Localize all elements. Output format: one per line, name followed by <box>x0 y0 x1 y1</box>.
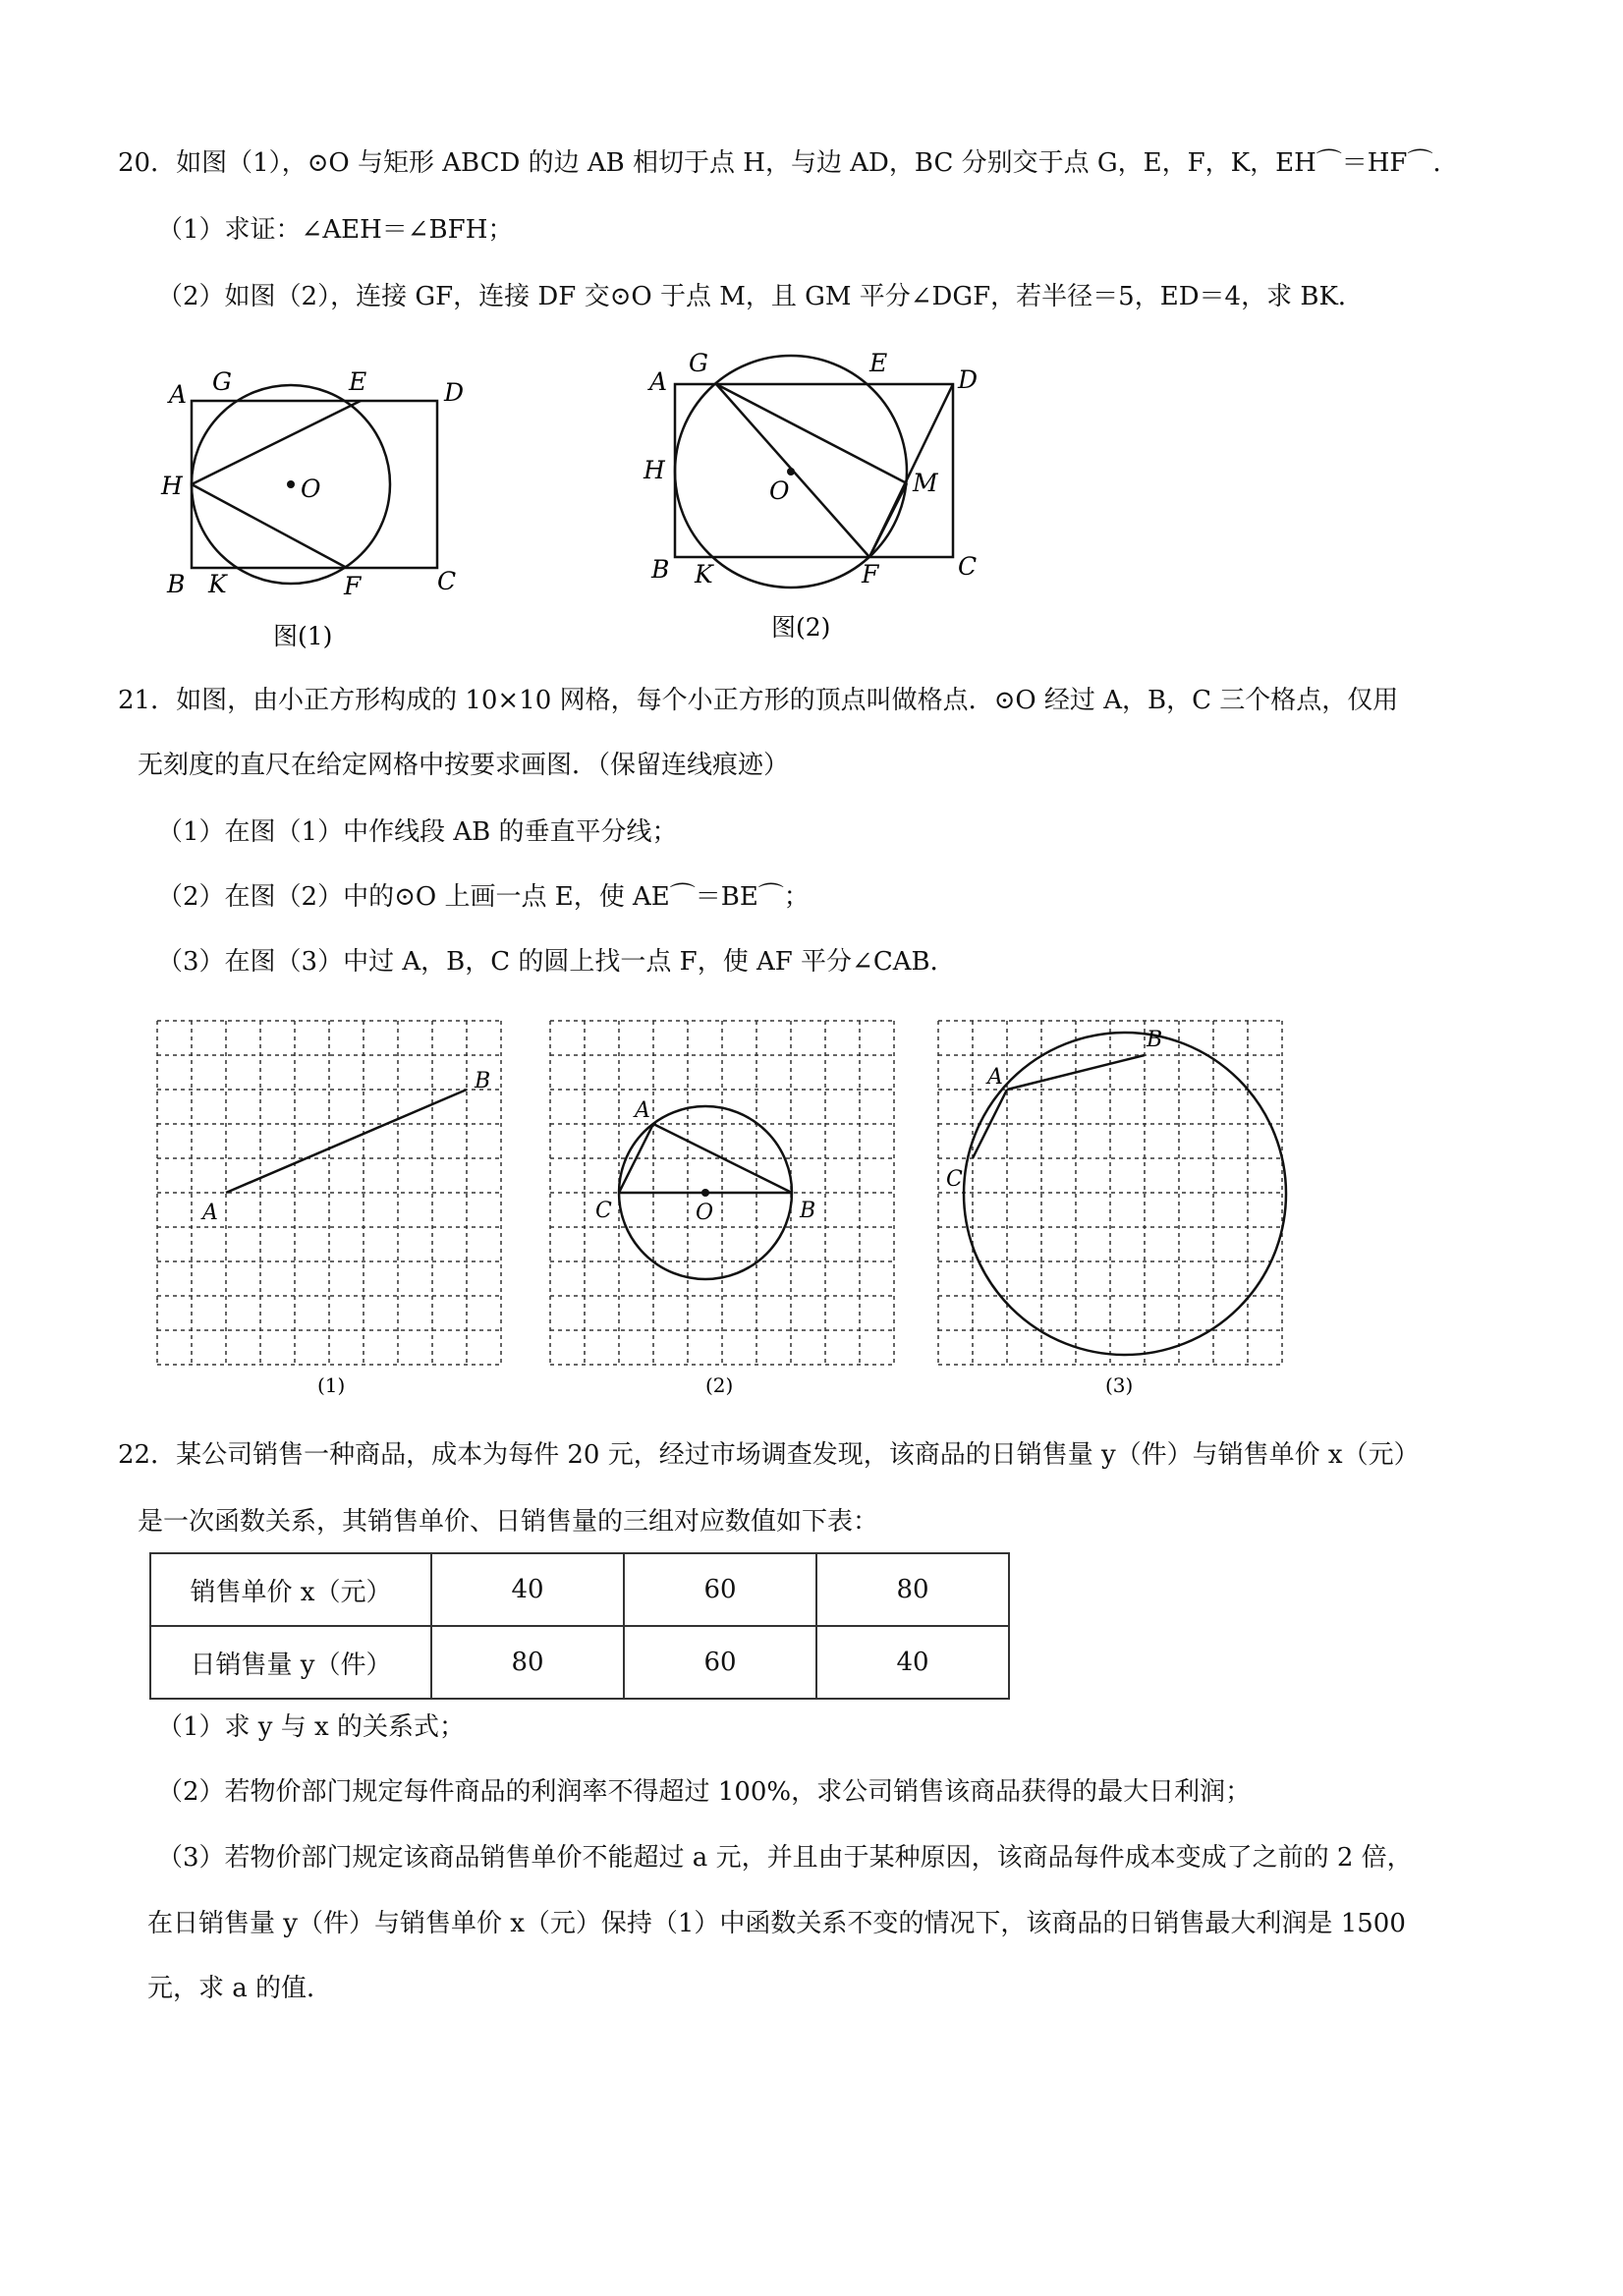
figure-caption: (3) <box>1105 1373 1134 1397</box>
table-row-header: 销售单价 x（元） <box>150 1553 431 1626</box>
table-cell: 40 <box>431 1553 624 1626</box>
q22-part3: （3）若物价部门规定该商品销售单价不能超过 a 元，并且由于某种原因，该商品每件成本变成了之前的 2 倍， <box>157 1843 1413 1873</box>
table-cell: 40 <box>816 1626 1009 1699</box>
q21-part1: （1）在图（1）中作线段 AB 的垂直平分线； <box>157 817 678 847</box>
label-h: H <box>161 472 183 500</box>
q20-part1: （1）求证：∠AEH＝∠BFH； <box>157 215 514 245</box>
label-g: G <box>689 349 708 377</box>
label-c: C <box>437 567 457 595</box>
label-o: O <box>696 1201 714 1225</box>
label-b: B <box>1147 1028 1163 1052</box>
label-a: A <box>649 367 668 396</box>
circumcircle-abc <box>964 1033 1286 1355</box>
label-d: D <box>444 378 465 407</box>
label-a: A <box>987 1065 1003 1090</box>
label-e: E <box>349 367 367 396</box>
q21-figure-2 <box>540 1017 914 1400</box>
label-g: G <box>212 367 232 396</box>
q21-figure-3 <box>928 1017 1302 1400</box>
q22-part3-end: 元，求 a 的值． <box>147 1974 333 2003</box>
price-sales-table <box>149 1552 1010 1700</box>
table-row-header: 日销售量 y（件） <box>150 1626 431 1699</box>
center-point-o <box>787 468 795 476</box>
segment-mf <box>869 483 907 557</box>
label-b: B <box>651 555 670 584</box>
table-cell: 60 <box>624 1553 816 1626</box>
label-k: K <box>208 570 227 598</box>
q20-figure-2 <box>634 339 1027 653</box>
label-f: F <box>862 560 879 588</box>
label-f: F <box>344 572 362 600</box>
q21-stem-continued: 无刻度的直尺在给定网格中按要求画图．（保留连线痕迹） <box>138 751 790 780</box>
q22-stem: 22．某公司销售一种商品，成本为每件 20 元，经过市场调查发现，该商品的日销售量 y（件）与销售单价 x（元） <box>118 1440 1420 1470</box>
figure-caption: 图(1) <box>273 622 333 650</box>
q21-figure-1 <box>147 1017 521 1400</box>
table-cell: 60 <box>624 1626 816 1699</box>
center-point-o <box>287 480 295 488</box>
center-point-o <box>701 1189 709 1197</box>
table-cell: 80 <box>816 1553 1009 1626</box>
label-o: O <box>769 476 790 505</box>
q22-part3-continued: 在日销售量 y（件）与销售单价 x（元）保持（1）中函数关系不变的情况下，该商品的日销售最大利润是 1500 <box>147 1909 1406 1938</box>
label-o: O <box>301 475 321 503</box>
label-a: A <box>202 1201 218 1225</box>
label-b: B <box>167 570 186 598</box>
q21-part2: （2）在图（2）中的⊙O 上画一点 E，使 AE⌒＝BE⌒； <box>157 882 810 912</box>
q20-stem: 20．如图（1），⊙O 与矩形 ABCD 的边 AB 相切于点 H，与边 AD，BC 分别交于点 G，E，F，K，EH⌒＝HF⌒． <box>118 148 1459 178</box>
figure-caption: 图(2) <box>771 613 831 642</box>
q22-part1: （1）求 y 与 x 的关系式； <box>157 1712 465 1742</box>
label-e: E <box>869 349 888 377</box>
q20-figure-1 <box>147 364 481 658</box>
grid-10x10 <box>157 1021 501 1365</box>
table-cell: 80 <box>431 1626 624 1699</box>
q22-stem-continued: 是一次函数关系，其销售单价、日销售量的三组对应数值如下表： <box>138 1507 879 1537</box>
label-m: M <box>913 469 938 497</box>
label-k: K <box>695 560 713 588</box>
figure-caption: (2) <box>705 1373 734 1397</box>
segment-gm <box>716 384 907 483</box>
label-b: B <box>800 1199 816 1223</box>
label-d: D <box>958 365 979 394</box>
q21-stem: 21．如图，由小正方形构成的 10×10 网格，每个小正方形的顶点叫做格点．⊙O 经过 A，B，C 三个格点，仅用 <box>118 686 1399 715</box>
label-a: A <box>169 380 188 409</box>
segment-ab <box>226 1090 467 1193</box>
label-b: B <box>475 1069 491 1093</box>
label-c: C <box>946 1167 963 1192</box>
label-c: C <box>958 552 978 581</box>
figure-caption: (1) <box>317 1373 346 1397</box>
q22-part2: （2）若物价部门规定每件商品的利润率不得超过 100%，求公司销售该商品获得的最大日利润； <box>157 1777 1252 1807</box>
segment-hf <box>192 484 347 568</box>
table-row <box>150 1626 1009 1699</box>
q21-part3: （3）在图（3）中过 A，B，C 的圆上找一点 F，使 AF 平分∠CAB． <box>157 947 956 977</box>
segment-he <box>192 401 361 484</box>
q20-part2: （2）如图（2），连接 GF，连接 DF 交⊙O 于点 M，且 GM 平分∠DGF，若半径＝5，ED＝4，求 BK． <box>157 282 1364 311</box>
label-a: A <box>635 1098 650 1123</box>
label-c: C <box>595 1199 612 1223</box>
table-row <box>150 1553 1009 1626</box>
label-h: H <box>644 456 665 484</box>
